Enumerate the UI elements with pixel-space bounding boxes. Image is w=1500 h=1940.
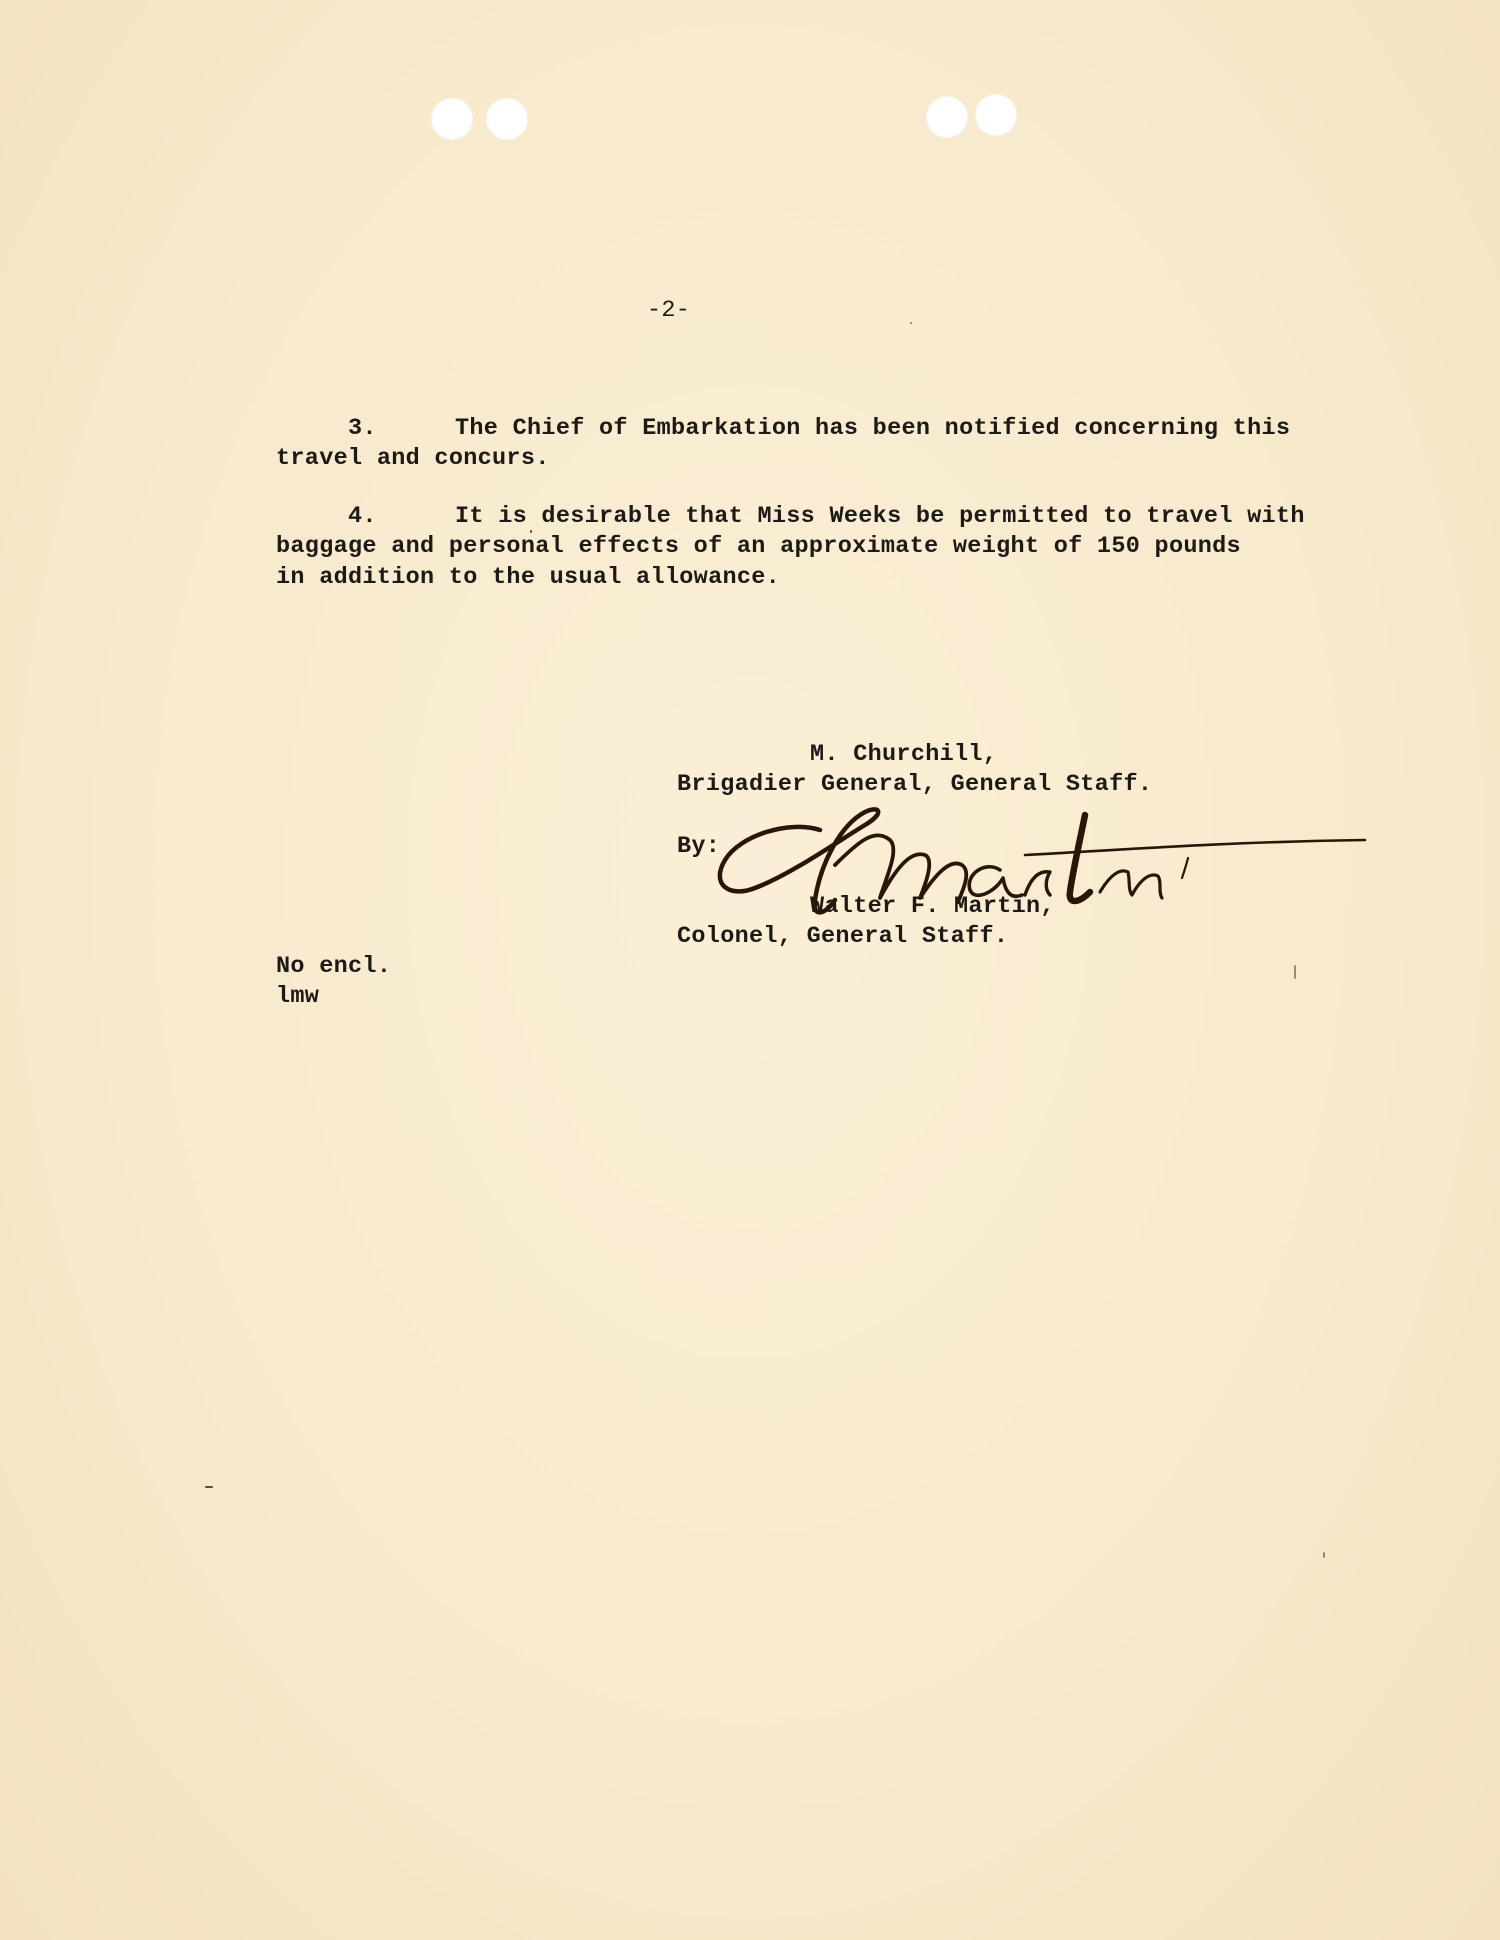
- paragraph-line: baggage and personal effects of an approximate weight of 150 pounds: [276, 533, 1241, 560]
- paper-speck: [205, 1486, 213, 1488]
- paragraph-number: 4.: [348, 503, 377, 530]
- paper-speck: [530, 530, 532, 533]
- punch-hole: [926, 96, 968, 138]
- paragraph-line: It is desirable that Miss Weeks be permitted to travel with: [455, 503, 1305, 530]
- signer-name: Walter F. Martin,: [810, 893, 1055, 920]
- paper-speck: [1294, 965, 1296, 979]
- signature-by-label: By:: [677, 833, 721, 860]
- signer-title: Colonel, General Staff.: [677, 923, 1009, 950]
- punch-hole: [431, 98, 473, 140]
- typist-initials: lmw: [276, 983, 320, 1010]
- paragraph-line: in addition to the usual allowance.: [276, 564, 781, 591]
- paper-speck: [910, 322, 912, 324]
- paragraph-line: travel and concurs.: [276, 445, 550, 472]
- paper-speck: [1323, 1552, 1325, 1558]
- paragraph-line: The Chief of Embarkation has been notified concerning this: [455, 415, 1291, 442]
- punch-hole: [975, 94, 1017, 136]
- paragraph-number: 3.: [348, 415, 377, 442]
- punch-hole: [486, 98, 528, 140]
- enclosure-note: No encl.: [276, 953, 392, 980]
- page-number: -2-: [647, 297, 691, 324]
- signature-title: Brigadier General, General Staff.: [677, 771, 1153, 798]
- signature-name: M. Churchill,: [810, 741, 998, 768]
- handwritten-signature-image: [700, 780, 1380, 930]
